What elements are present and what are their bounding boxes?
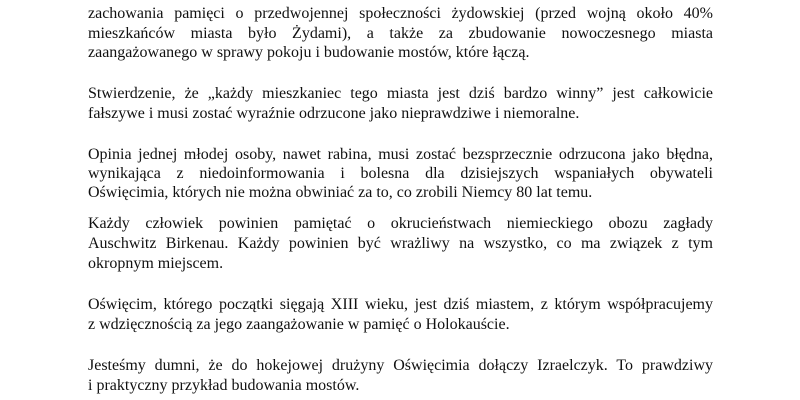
text-line: fałszywe i musi zostać wyraźnie odrzucone jako nieprawdziwe i niemoralne. xyxy=(88,105,580,122)
text-line: z wdzięcznością za jego zaangażowanie w pamięć o Holokauście. xyxy=(88,316,510,333)
text-line: Auschwitz Birkenau. Każdy powinien być wrażliwy na wszystko, co ma związek z tym xyxy=(88,235,713,252)
text-line: zaangażowanego w sprawy pokoju i budowanie mostów, które łączą. xyxy=(88,44,530,61)
text-line: Opinia jednej młodej osoby, nawet rabina, musi zostać bezsprzecznie odrzucona jako błędna, xyxy=(88,146,713,163)
text-line: mieszkańców miasta było Żydami), a także za zbudowanie nowoczesnego miasta xyxy=(88,25,713,42)
text-line: wynikająca z niedoinformowania i bolesna dla dzisiejszych wspaniałych obywateli xyxy=(88,165,713,182)
text-line: Oświęcim, którego początki sięgają XIII wieku, jest dziś miastem, z którym współpracujemy xyxy=(88,296,713,313)
text-line: Stwierdzenie, że „każdy mieszkaniec tego miasta jest dziś bardzo winny” jest całkowicie xyxy=(88,85,713,102)
text-line: Każdy człowiek powinien pamiętać o okrucieństwach niemieckiego obozu zagłady xyxy=(88,215,713,232)
text-line: Jesteśmy dumni, że do hokejowej drużyny Oświęcimia dołączy Izraelczyk. To prawdziwy xyxy=(88,357,713,374)
text-line: Oświęcimia, których nie można obwiniać za to, co zrobili Niemcy 80 lat temu. xyxy=(88,184,593,201)
text-line: zachowania pamięci o przedwojennej społeczności żydowskiej (przed wojną około 40% xyxy=(88,5,713,22)
text-line: okropnym miejscem. xyxy=(88,255,224,272)
text-line: i praktyczny przykład budowania mostów. xyxy=(88,377,360,394)
